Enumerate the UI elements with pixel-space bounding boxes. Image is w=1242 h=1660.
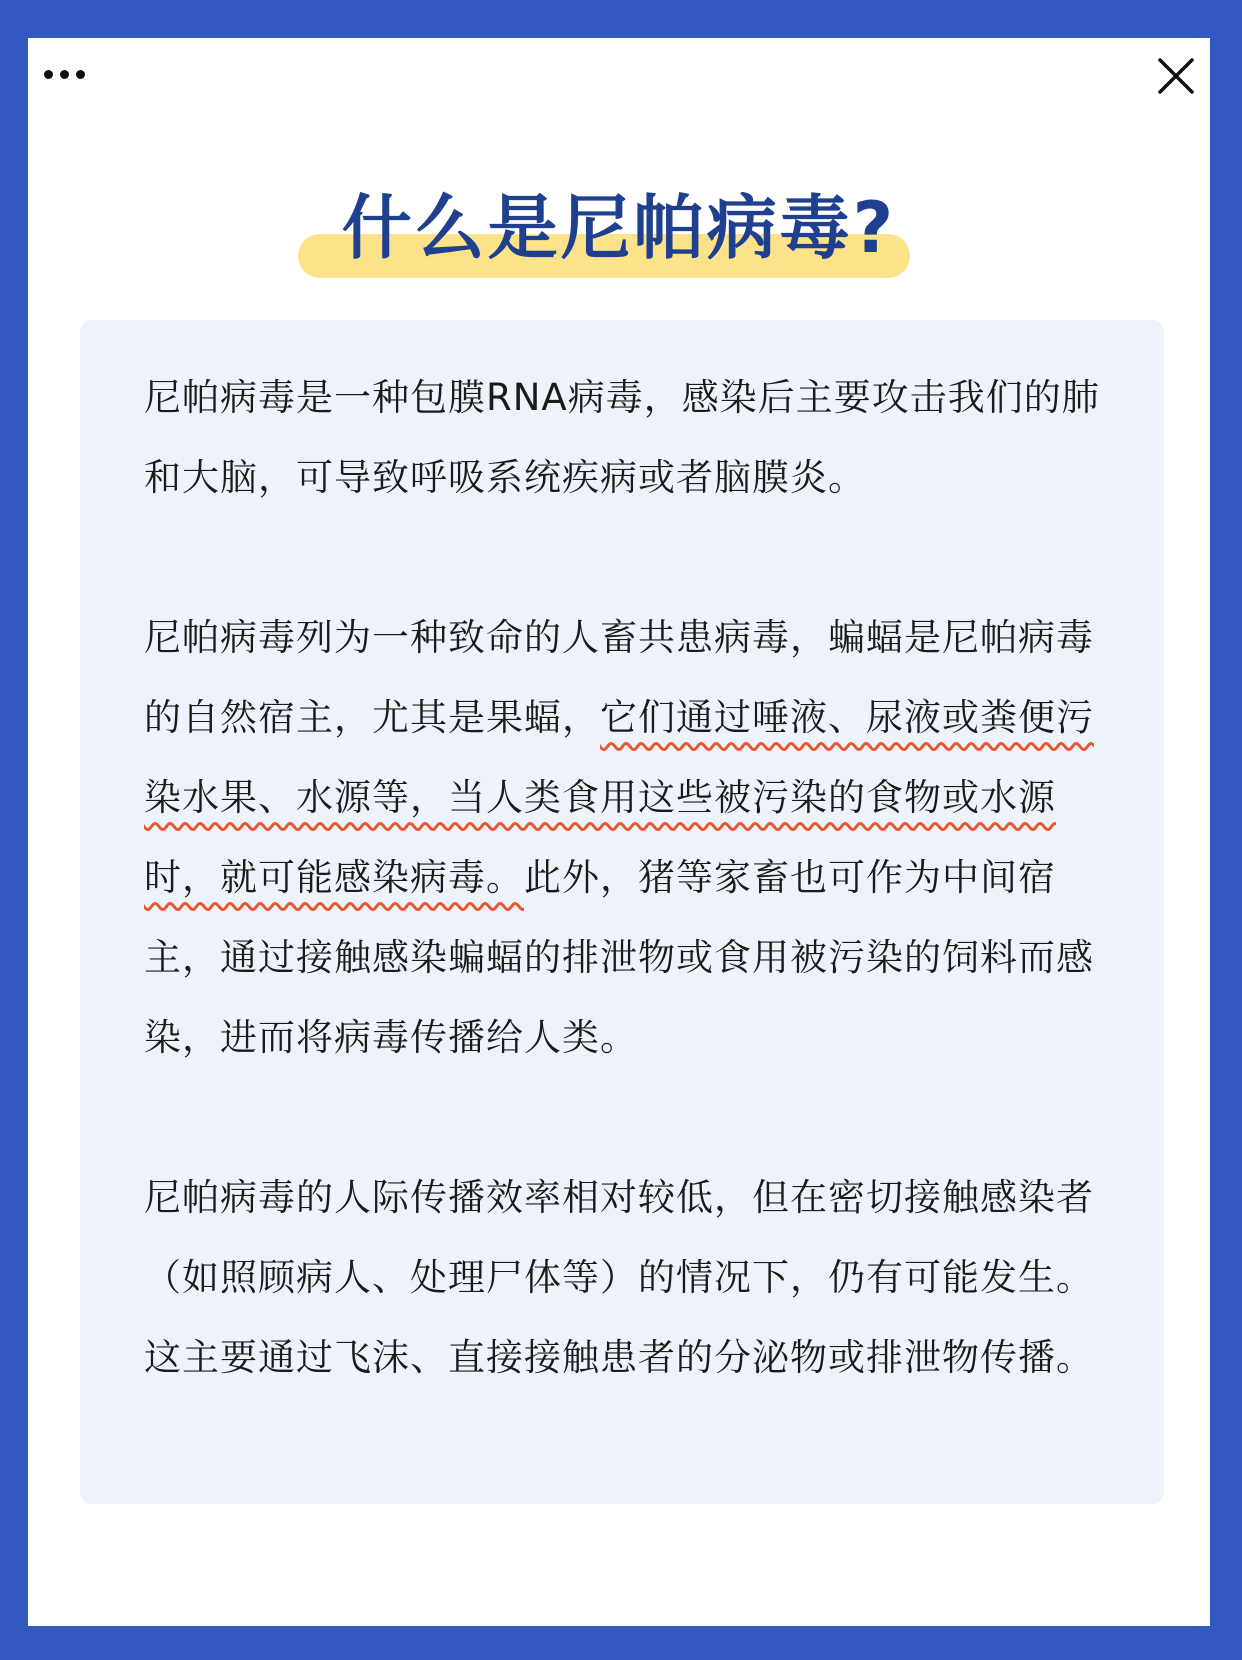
page-title: 什么是尼帕病毒? [341,187,897,269]
content-frame [28,38,1210,1626]
title-block [28,146,1210,286]
close-icon[interactable] [1150,50,1202,102]
paragraph-intro: 尼帕病毒是一种包膜RNA病毒，感染后主要攻击我们的肺和大脑，可导致呼吸系统疾病或者脑膜炎。 [144,376,1100,499]
paragraph-human-transmission: 尼帕病毒的人际传播效率相对较低，但在密切接触感染者（如照顾病人、处理尸体等）的情况下，仍有可能发生。这主要通过飞沫、直接接触患者的分泌物或排泄物传播。 [144,1176,1094,1379]
paragraph-transmission [144,598,1104,1078]
more-dot [44,70,53,79]
paragraph-transmission-tail: 此外，猪等家畜也可作为中间宿主，通过接触感染蝙蝠的排泄物或食用被污染的饲料而感染，进而将病毒传播给人类。 [144,856,1094,1059]
more-horizontal-icon[interactable] [44,58,108,90]
highlighted-sentence: 它们通过唾液、尿液或粪便污染水果、水源等，当人类食用这些被污染的食物或水源时，就可能感染病毒。 [144,696,1094,899]
content-card [80,320,1164,1504]
more-dot [60,70,69,79]
paragraph-transmission-lead: 尼帕病毒列为一种致命的人畜共患病毒，蝙蝠是尼帕病毒的自然宿主，尤其是果蝠， [144,616,1094,739]
more-dot [76,70,85,79]
